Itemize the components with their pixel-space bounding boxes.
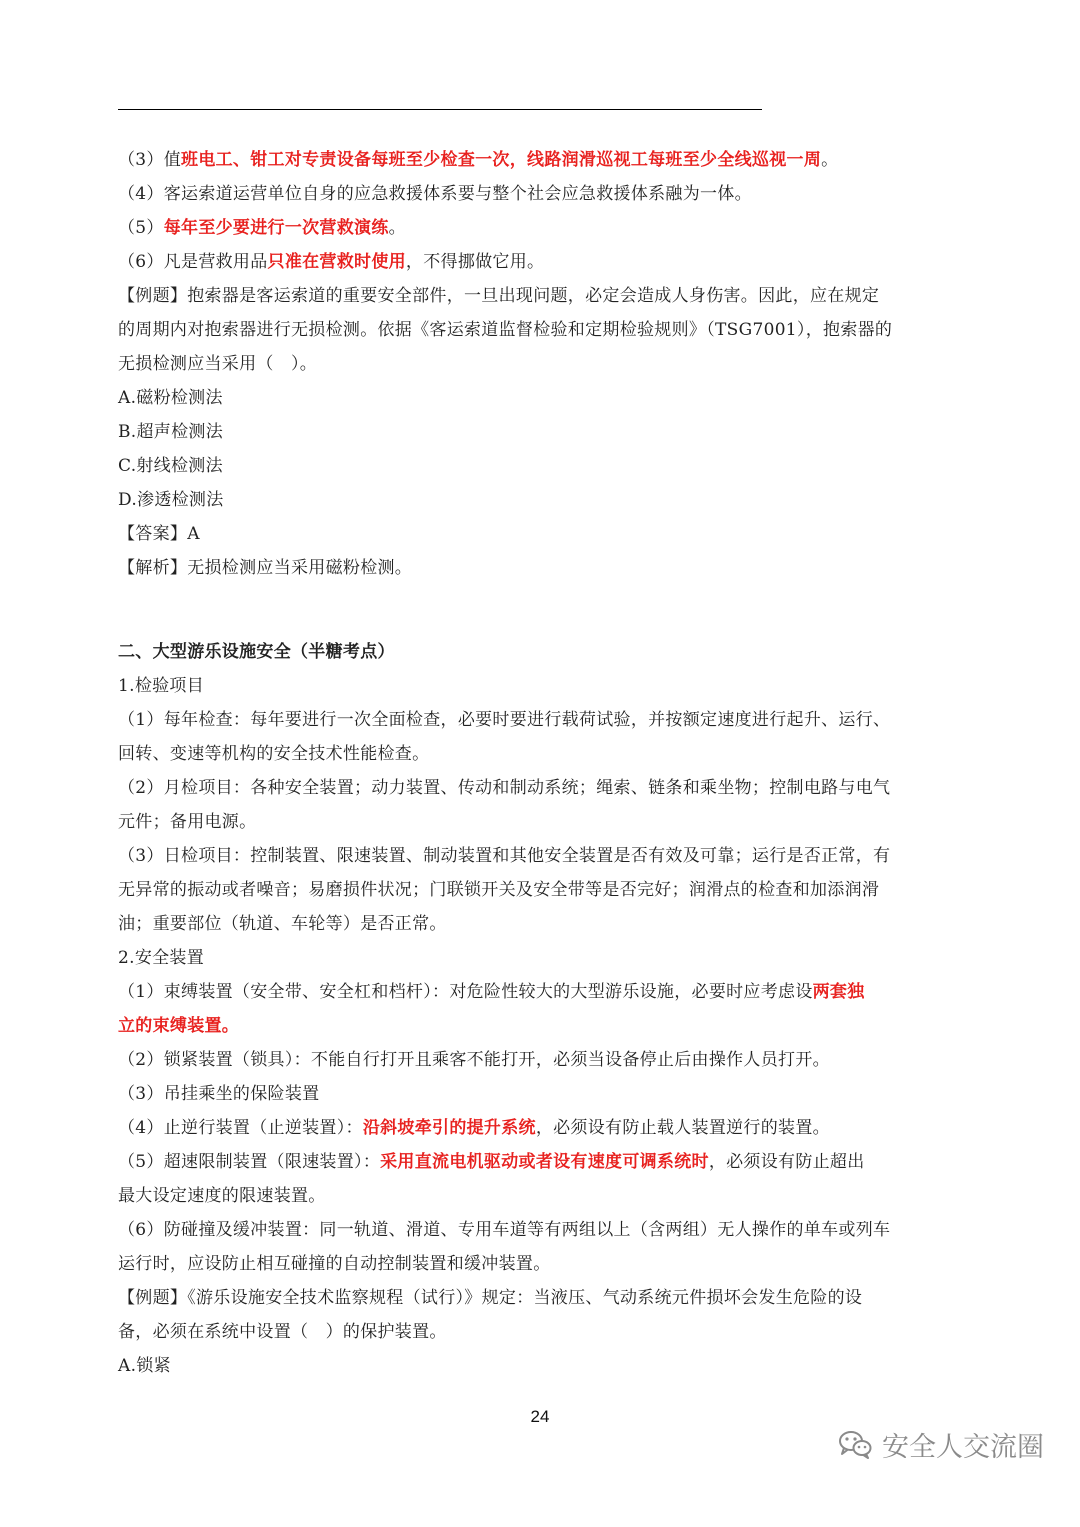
watermark [838,1418,1044,1470]
highlight-text: 两套独 [812,982,865,1002]
text-line: （6）防碰撞及缓冲装置：同一轨道、滑道、专用车道等有两组以上（含两组）无人操作的单车或列车 [118,1220,891,1240]
highlight-text: 班电工、钳工对专责设备每班至少检查一次，线路润滑巡视工每班至少全线巡视一周 [181,150,822,170]
text-line: 回转、变速等机构的安全技术性能检查。 [118,744,430,764]
example-question-line: 的周期内对抱索器进行无损检测。依据《客运索道监督检验和定期检验规则》（TSG7001），抱索器的 [118,320,893,340]
subheading: 2.安全装置 [118,948,205,968]
page-number: 24 [530,1407,550,1426]
text-line: （4）止逆行装置（止逆装置）：沿斜坡牵引的提升系统，必须设有防止载人装置逆行的装置。 [118,1118,830,1138]
text-line: （2）月检项目：各种安全装置；动力装置、传动和制动系统；绳索、链条和乘坐物；控制电路与电气 [118,778,891,798]
text-line: （3）吊挂乘坐的保险装置 [118,1084,320,1104]
text-line: （1）束缚装置（安全带、安全杠和档杆）：对危险性较大的大型游乐设施，必要时应考虑设两套独 [118,982,865,1002]
text-line: （3）值班电工、钳工对专责设备每班至少检查一次，线路润滑巡视工每班至少全线巡视一周。 [118,150,839,170]
analysis-line: 【解析】无损检测应当采用磁粉检测。 [118,558,413,578]
text-line: （1）每年检查：每年要进行一次全面检查，必要时要进行载荷试验，并按额定速度进行起升、运行、 [118,710,891,730]
text-line: 元件；备用电源。 [118,812,257,832]
text-line: 无异常的振动或者噪音；易磨损件状况；门联锁开关及安全带等是否完好；润滑点的检查和加添润滑 [118,880,880,900]
section-heading: 二、大型游乐设施安全（半糖考点） [118,642,395,662]
example-question-line: 【例题】抱索器是客运索道的重要安全部件，一旦出现问题，必定会造成人身伤害。因此，应在规定 [118,286,880,306]
text-line [118,1009,968,1043]
text-line: （4）客运索道运营单位自身的应急救援体系要与整个社会应急救援体系融为一体。 [118,184,752,204]
highlight-text: 每年至少要进行一次营救演练 [163,218,389,238]
text-line: （5）每年至少要进行一次营救演练。 [118,218,406,238]
text-line: 最大设定速度的限速装置。 [118,1186,326,1206]
text-line: 油；重要部位（轨道、车轮等）是否正常。 [118,914,447,934]
text-line: 运行时，应设防止相互碰撞的自动控制装置和缓冲装置。 [118,1254,551,1274]
text-line: （5）超速限制装置（限速装置）：采用直流电机驱动或者设有速度可调系统时，必须设有防止超出 [118,1152,865,1172]
highlight-text: 沿斜坡牵引的提升系统 [362,1118,536,1138]
option-d: D.渗透检测法 [118,490,224,510]
example-question-line: 备，必须在系统中设置（ ）的保护装置。 [118,1322,447,1342]
subheading: 1.检验项目 [118,676,205,696]
highlight-text: 采用直流电机驱动或者设有速度可调系统时 [380,1152,709,1172]
text-line: （6）凡是营救用品只准在营救时使用，不得挪做它用。 [118,252,545,272]
watermark-text: 安全人交流圈 [882,1431,1044,1463]
example-question-line: 【例题】《游乐设施安全技术监察规程（试行）》规定：当液压、气动系统元件损坏会发生危险的设 [118,1288,863,1308]
option-a: A.磁粉检测法 [118,388,223,408]
option-c: C.射线检测法 [118,456,223,476]
highlight-text: 立的束缚装置。 [118,1016,240,1036]
highlight-text: 只准在营救时使用 [267,252,406,272]
text-line: （3）日检项目：控制装置、限速装置、制动装置和其他安全装置是否有效及可靠；运行是否正常，有 [118,846,891,866]
answer-line: 【答案】A [118,524,200,544]
example-question-line: 无损检测应当采用（ ）。 [118,354,318,374]
text-line: （2）锁紧装置（锁具）：不能自行打开且乘客不能打开，必须当设备停止后由操作人员打开。 [118,1050,830,1070]
section-spacer [118,585,968,635]
document-body [118,143,968,1383]
header-rule [118,109,762,110]
option-a: A.锁紧 [118,1356,171,1376]
option-b: B.超声检测法 [118,422,223,442]
wechat-icon [838,1429,872,1459]
